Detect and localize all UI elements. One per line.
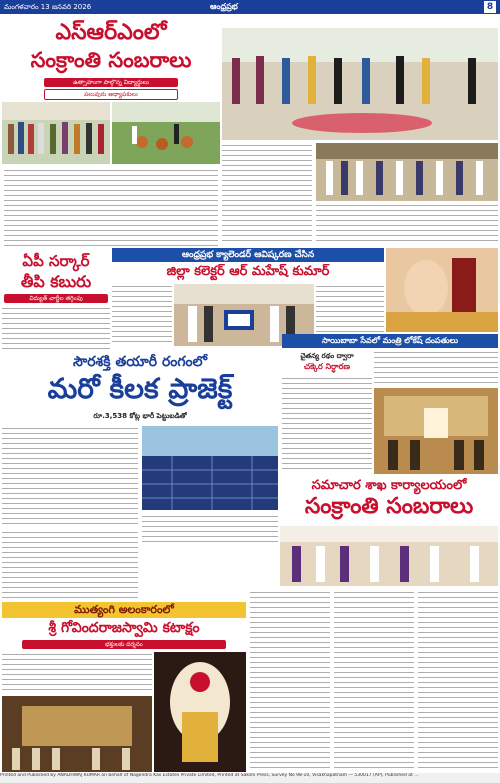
- page-number: 8: [484, 1, 496, 13]
- footer-imprint: Printed and Published by ANADHWAJ KUMAR on behalf of Nagendra Kas Estates Private Limited, Printed at Sakshi Press, Survey No 98-10, Visakhapatnam — 530017 (AP), Published at ...: [0, 773, 500, 783]
- body-solar: [2, 426, 138, 526]
- body-srm: [4, 168, 218, 246]
- story-ap-sarkar: [2, 250, 110, 350]
- tag-srm-1: ఉత్సాహంగా పాల్గొన్న విద్యార్థులు: [44, 78, 178, 87]
- photo-govindaraja-idol: [154, 652, 246, 772]
- tag-srm-2: పలువురు అధ్యాపకులు: [44, 89, 178, 100]
- tag-govindaraja: భక్తులకు దర్శనం: [22, 640, 226, 649]
- body-srm-right: [222, 143, 312, 243]
- photo-srm-team: [316, 143, 498, 201]
- headline-govindaraja-1: ముత్యంగి అలంకారంలో: [2, 602, 246, 618]
- body-chaitanya: [282, 376, 372, 470]
- body-collector: [112, 284, 172, 346]
- body-solar-3: [2, 530, 138, 600]
- photo-govindaraja-procession: [2, 696, 152, 772]
- headline-srm-1: ఎస్ఆర్ఎంలో: [55, 20, 167, 45]
- story-collector: [112, 248, 384, 348]
- photo-info-group: [280, 526, 498, 586]
- body-info-3: [418, 590, 498, 770]
- issue-date: మంగళవారం 13 జనవరి 2026: [4, 3, 92, 11]
- body-info-2: [334, 590, 414, 770]
- body-info-1: [250, 590, 330, 770]
- photo-lokesh-top: [386, 248, 498, 332]
- photo-lokesh-temple: [374, 388, 498, 474]
- strip-lokesh: సాయిబాబా సేవలో మంత్రి లోకేష్ దంపతులు: [282, 334, 498, 348]
- headline-info-2: సంక్రాంతి సంబరాలు: [304, 494, 474, 519]
- body-ap: [2, 306, 110, 350]
- body-srm-right-2: [316, 203, 498, 245]
- headline-solar-1: సౌరశక్తి తయారీ రంగంలో: [72, 354, 208, 370]
- body-lokesh: [374, 350, 498, 386]
- story-solar: [2, 350, 278, 600]
- body-solar-2: [142, 514, 278, 544]
- story-srm: [2, 16, 220, 248]
- headline-collector: జిల్లా కలెక్టర్ ఆర్ మహేష్ కుమార్: [166, 264, 330, 279]
- headline-info-1: సమాచార శాఖ కార్యాలయంలో: [311, 478, 467, 493]
- photo-srm-group: [2, 102, 110, 164]
- photo-srm-pots: [112, 102, 220, 164]
- body-govindaraja: [2, 652, 152, 692]
- headline-govindaraja-2: శ్రీ గోవిందరాజస్వామి కటాక్షం: [48, 620, 200, 636]
- subhead-chaitanya-1: చైతన్య రథం ద్వారా: [300, 352, 354, 360]
- tag-ap: విద్యుత్ చార్జీల తగ్గింపు: [4, 294, 108, 303]
- headline-ap-2: తీపి కబురు: [20, 272, 92, 291]
- deck-solar: రూ.3,538 కోట్ల భారీ పెట్టుబడితో: [93, 412, 187, 420]
- story-govindaraja: [2, 602, 246, 772]
- photo-srm-rangoli: [222, 28, 498, 140]
- photo-solar-panels: [142, 426, 278, 510]
- banner-calendar: ఆంధ్రప్రభ క్యాలెండర్ ఆవిష్కరణ చేసిన: [112, 248, 384, 262]
- headline-srm-2: సంక్రాంతి సంబరాలు: [30, 48, 192, 72]
- headline-ap-1: ఏపీ సర్కార్: [22, 252, 90, 270]
- headline-solar-2: మరో కీలక ప్రాజెక్ట్: [47, 372, 233, 405]
- masthead: ఆంధ్రప్రభ: [210, 2, 238, 11]
- story-chaitanya: [282, 350, 372, 470]
- story-info-dept: [280, 476, 498, 588]
- top-band: [0, 0, 500, 14]
- subhead-chaitanya-2: చక్కెర నిర్ధారణ: [304, 362, 350, 371]
